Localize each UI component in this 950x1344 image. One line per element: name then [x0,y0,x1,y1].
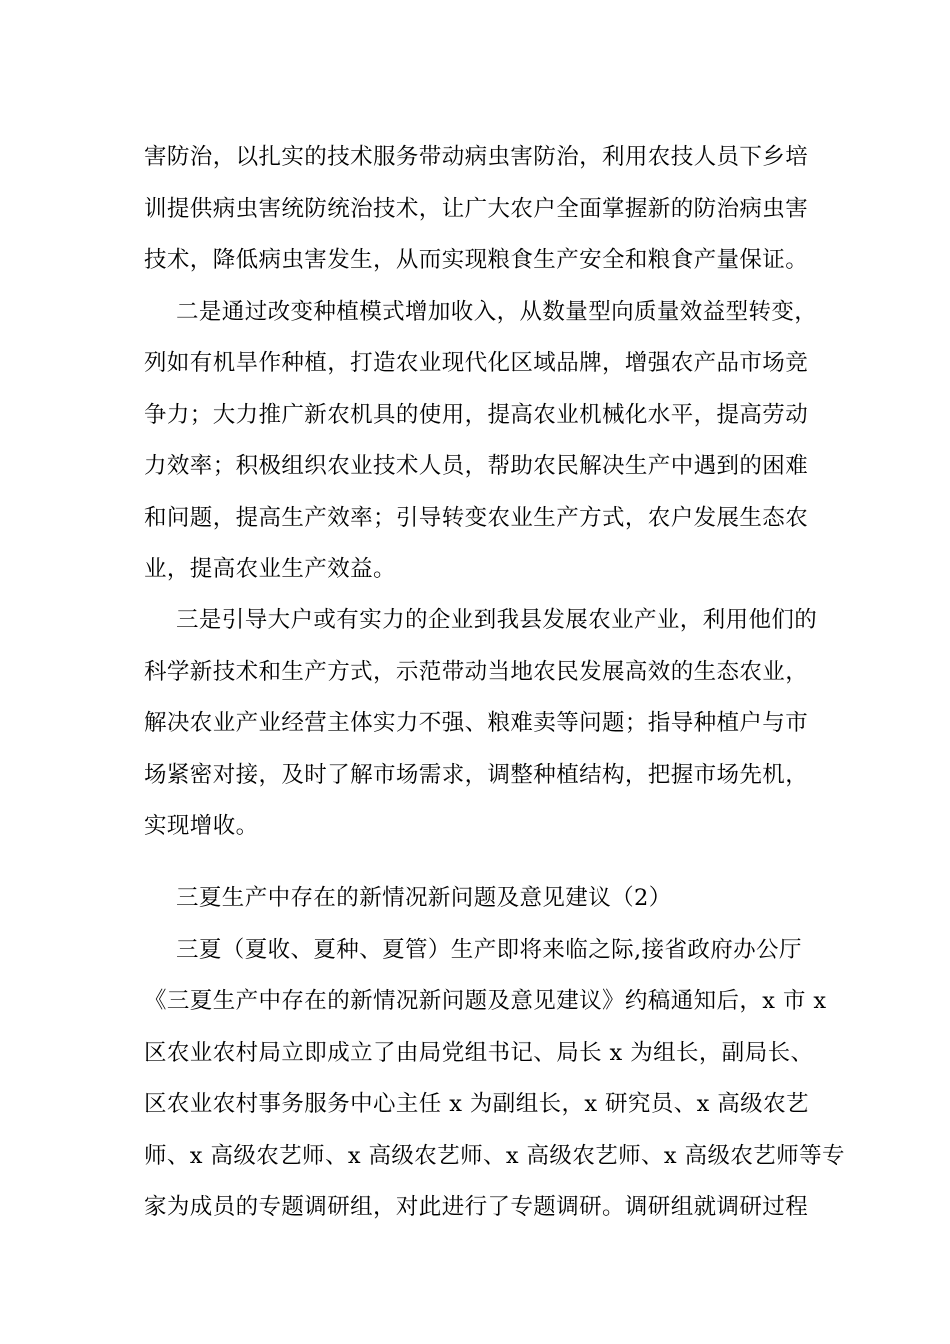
text-line: 争力；大力推广新农机具的使用，提高农业机械化水平，提高劳动 [144,402,809,428]
text-line: 力效率；积极组织农业技术人员，帮助农民解决生产中遇到的困难 [144,453,809,479]
text-line: 训提供病虫害统防统治技术，让广大农户全面掌握新的防治病虫害 [144,196,809,222]
text-line: 业，提高农业生产效益。 [144,556,396,582]
text-line: 家为成员的专题调研组，对此进行了专题调研。调研组就调研过程 [144,1194,809,1220]
text-line: 实现增收。 [144,813,259,839]
text-line: 师、x 高级农艺师、x 高级农艺师、x 高级农艺师、x 高级农艺师等专 [144,1143,845,1169]
section-heading: 三夏生产中存在的新情况新问题及意见建议（2） [176,885,672,911]
paragraph-start-line: 三夏（夏收、夏种、夏管）生产即将来临之际,接省政府办公厅 [176,937,802,963]
paragraph-start-line: 二是通过改变种植模式增加收入，从数量型向质量效益型转变， [176,299,818,325]
text-line: 害防治，以扎实的技术服务带动病虫害防治，利用农技人员下乡培 [144,144,809,170]
text-line: 科学新技术和生产方式，示范带动当地农民发展高效的生态农业， [144,659,809,685]
text-line: 区农业农村局立即成立了由局党组书记、局长 x 为组长，副局长、 [144,1040,814,1066]
text-line: 解决农业产业经营主体实力不强、粮难卖等问题；指导种植户与市 [144,710,809,736]
text-line: 区农业农村事务服务中心主任 x 为副组长，x 研究员、x 高级农艺 [144,1091,809,1117]
text-line: 列如有机旱作种植，打造农业现代化区域品牌，增强农产品市场竞 [144,350,809,376]
text-line: 场紧密对接，及时了解市场需求，调整种植结构，把握市场先机， [144,762,809,788]
text-line: 《三夏生产中存在的新情况新问题及意见建议》约稿通知后，x 市 x [144,988,827,1014]
text-line: 和问题，提高生产效率；引导转变农业生产方式，农户发展生态农 [144,505,809,531]
text-line: 技术，降低病虫害发生，从而实现粮食生产安全和粮食产量保证。 [144,247,809,273]
paragraph-start-line: 三是引导大户或有实力的企业到我县发展农业产业，利用他们的 [176,607,818,633]
